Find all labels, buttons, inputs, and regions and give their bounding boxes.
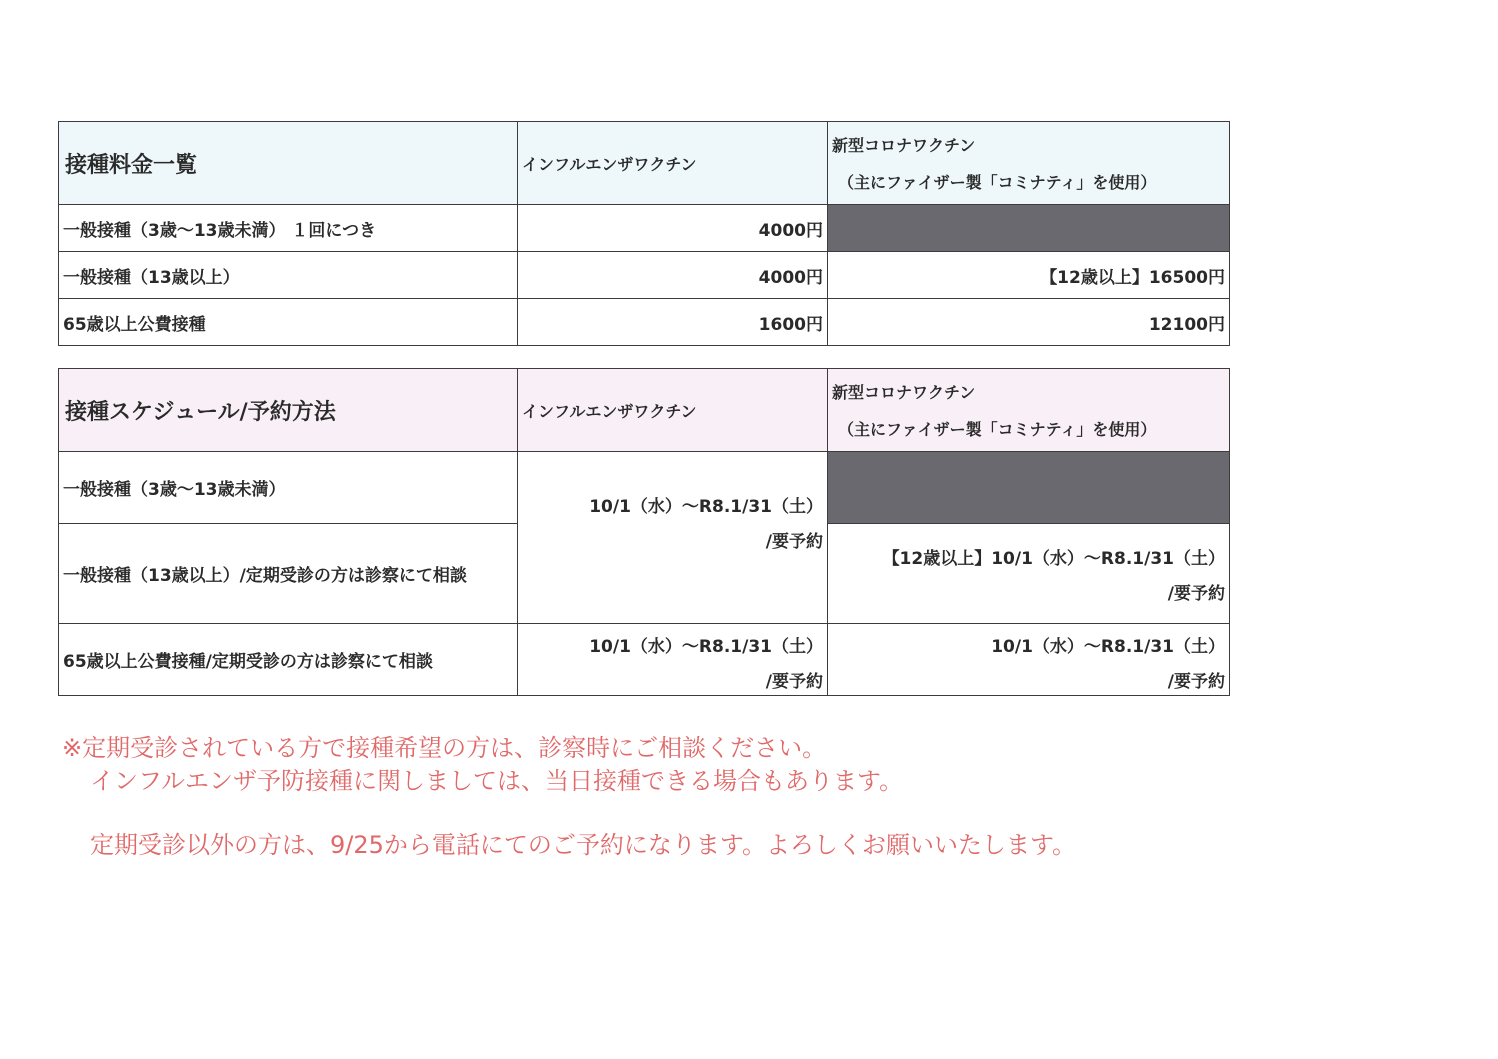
schedule-corona-13plus <box>828 524 1230 624</box>
schedule-flu-65-reservation: /要予約 <box>765 672 823 692</box>
note-consult: ※定期受診されている方で接種希望の方は、診察時にご相談ください。 <box>62 734 827 762</box>
fee-corona-unavailable <box>828 205 1230 252</box>
table-row <box>59 452 1230 524</box>
fee-flu-price: 4000円 <box>518 252 828 299</box>
fee-row-label: 一般接種（13歳以上） <box>59 252 518 299</box>
schedule-flu-65 <box>518 624 828 696</box>
note-same-day: インフルエンザ予防接種に関しましては、当日接種できる場合もあります。 <box>90 767 904 795</box>
table-row <box>59 252 1230 299</box>
fee-col-corona <box>828 122 1230 205</box>
fee-col-corona-line1: 新型コロナワクチン <box>832 136 976 155</box>
note-reservation: 定期受診以外の方は、9/25から電話にてのご予約になります。よろしくお願いいたします。 <box>90 831 1077 859</box>
schedule-col-corona <box>828 369 1230 452</box>
fee-corona-price: 12100円 <box>828 299 1230 346</box>
schedule-table-title: 接種スケジュール/予約方法 <box>59 369 518 452</box>
schedule-flu-general-reservation: /要予約 <box>765 532 823 552</box>
fee-table <box>58 121 1230 346</box>
schedule-row-label: 一般接種（13歳以上）/定期受診の方は診察にて相談 <box>59 524 518 624</box>
schedule-flu-general <box>518 452 828 624</box>
notes <box>62 732 1076 862</box>
fee-table-header-row <box>59 122 1230 205</box>
fee-flu-price: 1600円 <box>518 299 828 346</box>
schedule-corona-65-period: 10/1（水）～R8.1/31（土） <box>991 637 1225 657</box>
schedule-corona-13plus-reservation: /要予約 <box>1167 584 1225 604</box>
schedule-row-label: 一般接種（3歳～13歳未満） <box>59 452 518 524</box>
schedule-row-label: 65歳以上公費接種/定期受診の方は診察にて相談 <box>59 624 518 696</box>
schedule-table-header-row <box>59 369 1230 452</box>
fee-col-corona-line2: （主にファイザー製「コミナティ」を使用） <box>838 173 1157 192</box>
fee-row-label: 一般接種（3歳～13歳未満） １回につき <box>59 205 518 252</box>
schedule-table <box>58 368 1230 696</box>
fee-col-flu: インフルエンザワクチン <box>518 122 828 205</box>
schedule-corona-unavailable <box>828 452 1230 524</box>
schedule-col-corona-line1: 新型コロナワクチン <box>832 383 976 402</box>
table-row <box>59 205 1230 252</box>
schedule-corona-65-reservation: /要予約 <box>1167 672 1225 692</box>
schedule-col-flu: インフルエンザワクチン <box>518 369 828 452</box>
schedule-corona-13plus-period: 【12歳以上】10/1（水）～R8.1/31（土） <box>882 549 1225 569</box>
schedule-flu-general-period: 10/1（水）～R8.1/31（土） <box>589 497 823 517</box>
table-row <box>59 624 1230 696</box>
schedule-corona-65 <box>828 624 1230 696</box>
table-row <box>59 299 1230 346</box>
fee-row-label: 65歳以上公費接種 <box>59 299 518 346</box>
fee-flu-price: 4000円 <box>518 205 828 252</box>
schedule-col-corona-line2: （主にファイザー製「コミナティ」を使用） <box>838 420 1157 439</box>
schedule-flu-65-period: 10/1（水）～R8.1/31（土） <box>589 637 823 657</box>
fee-corona-price: 【12歳以上】16500円 <box>828 252 1230 299</box>
fee-table-title: 接種料金一覧 <box>59 122 518 205</box>
